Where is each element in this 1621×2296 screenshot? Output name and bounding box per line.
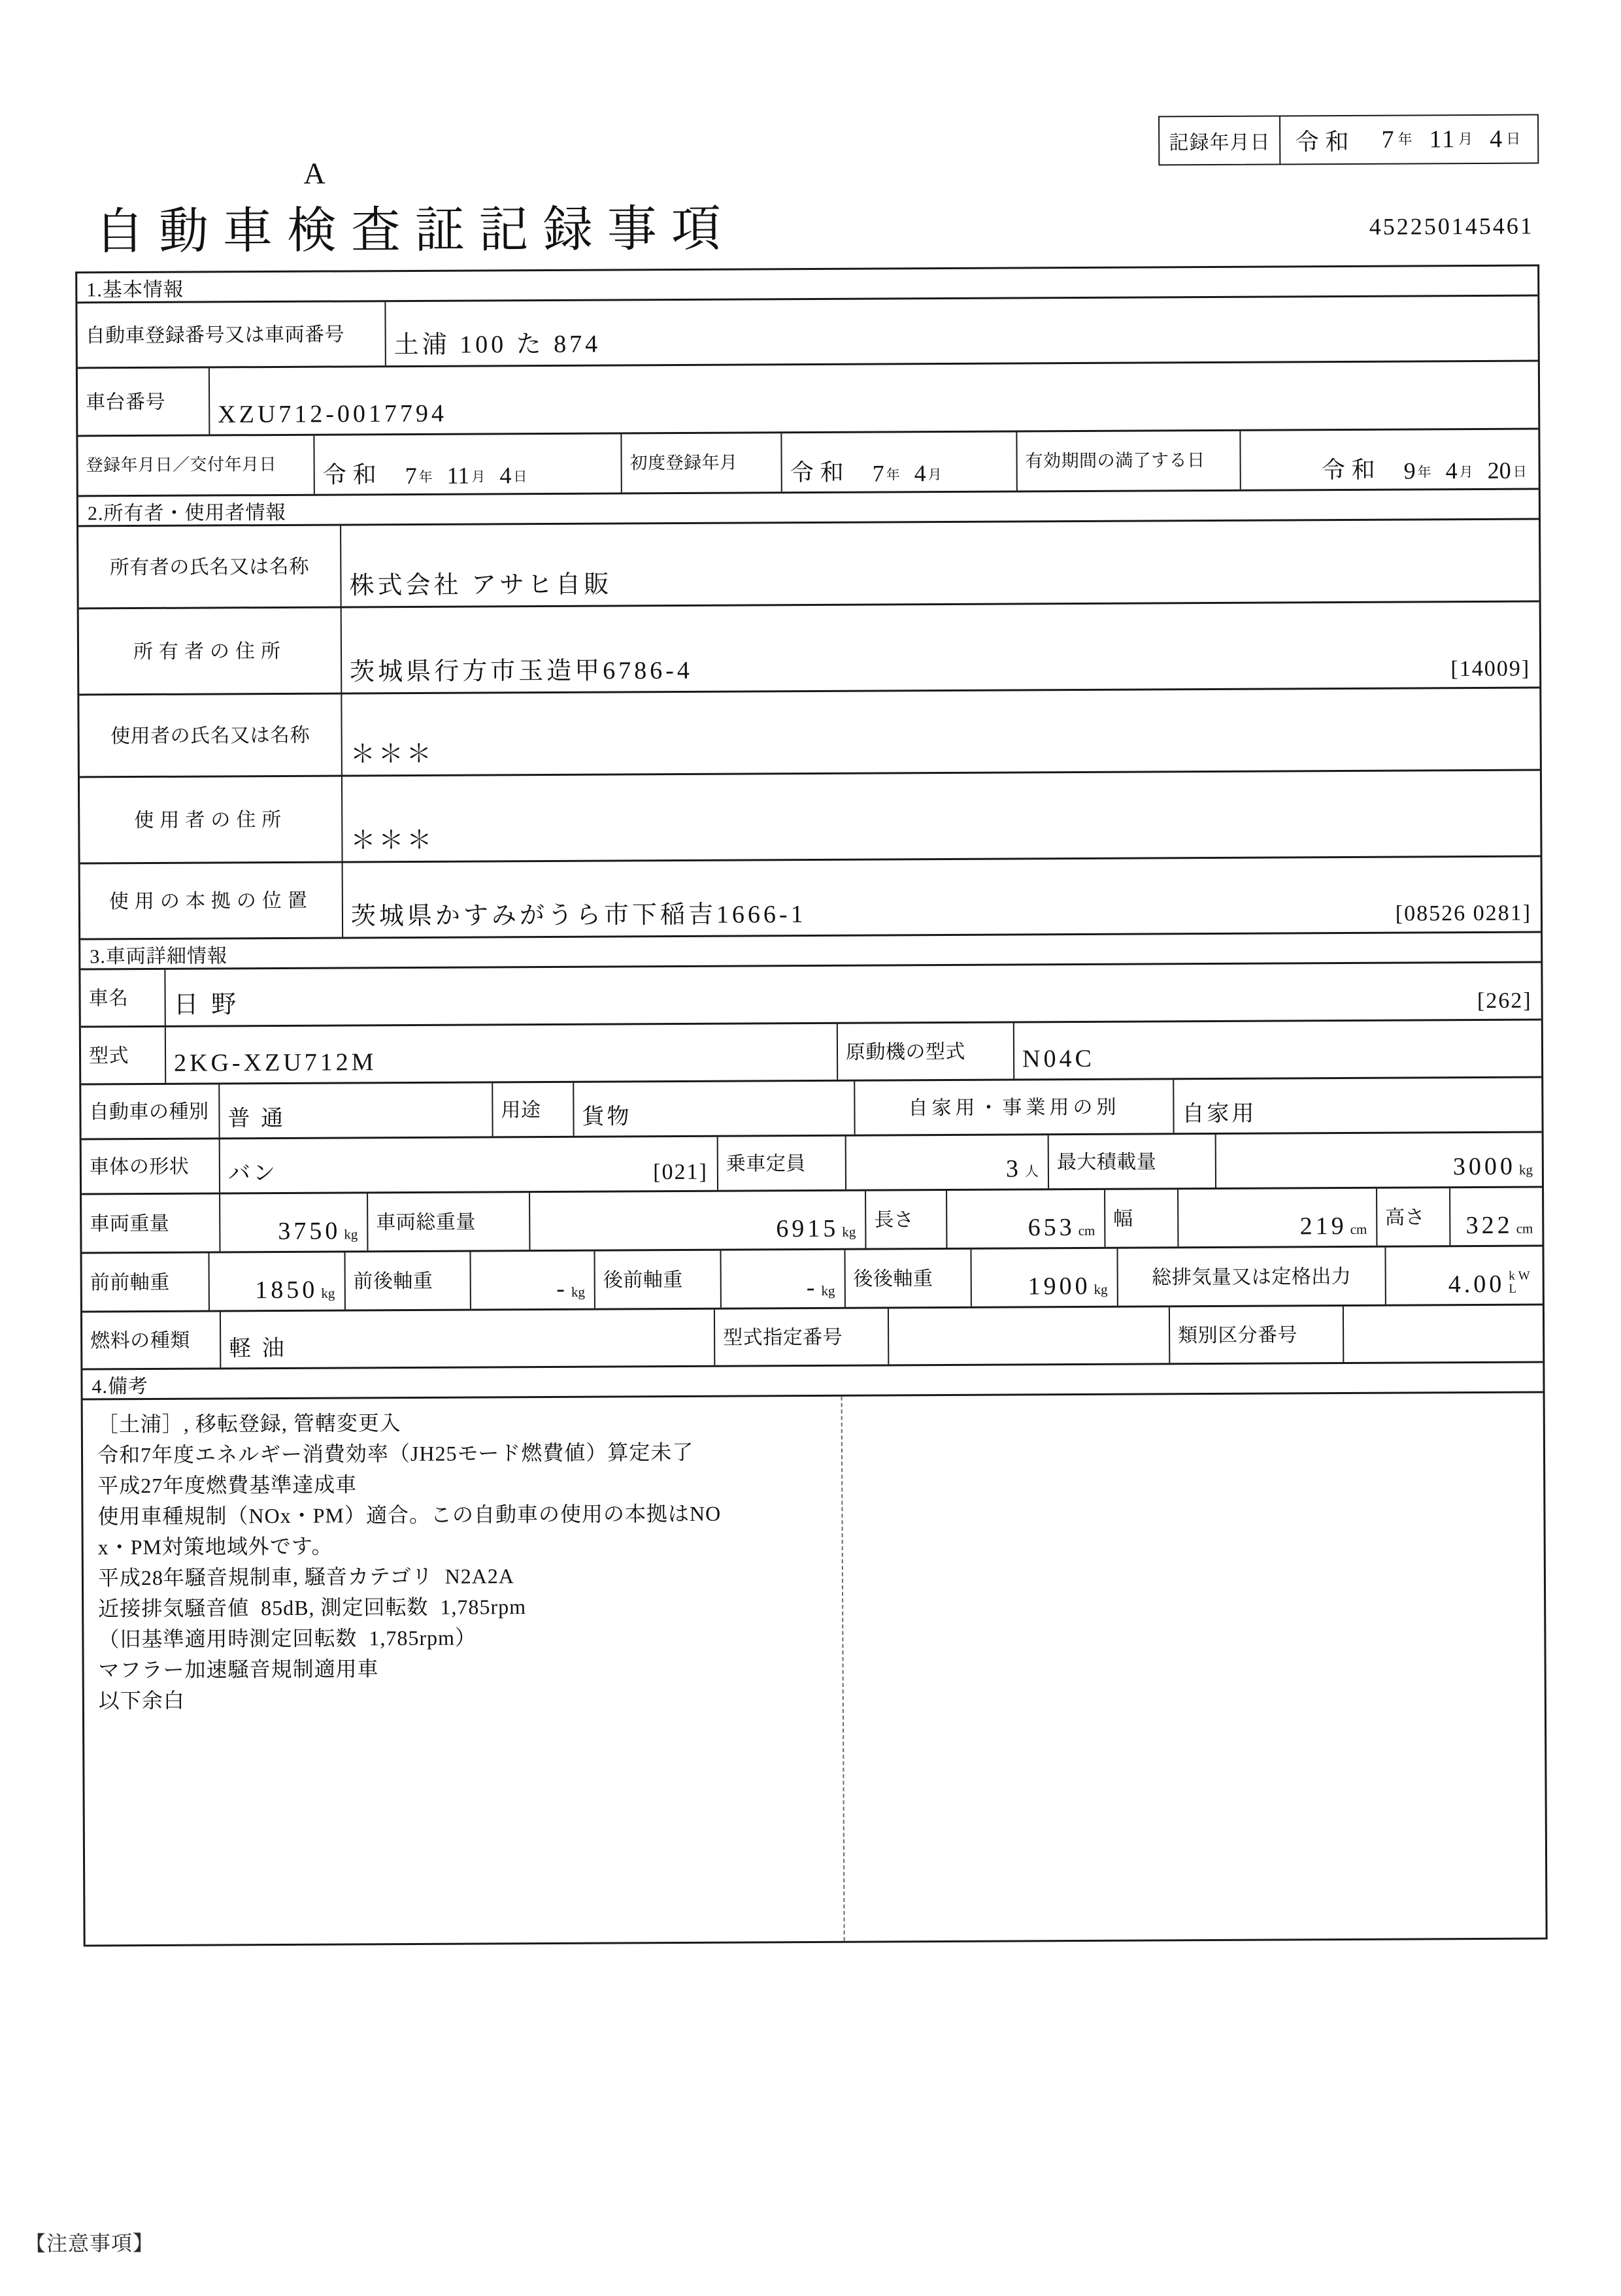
weight-row xyxy=(82,1188,1542,1254)
remarks-line: ［土浦］, 移転登録, 管轄変更入 xyxy=(97,1411,401,1437)
height-label: 高さ xyxy=(1376,1188,1449,1246)
chassis-row xyxy=(78,362,1538,437)
class-number-value xyxy=(1343,1306,1539,1362)
expiry-day-unit: 日 xyxy=(1512,463,1527,480)
chassis-value: XZU712-0017794 xyxy=(209,362,1538,435)
engine-value: N04C xyxy=(1013,1021,1541,1079)
owner-name-row xyxy=(78,520,1539,610)
fuel-value: 軽 油 xyxy=(220,1310,714,1368)
remarks-line: 近接排気騒音値 85dB, 測定回転数 1,785rpm xyxy=(98,1595,527,1621)
seats-value xyxy=(845,1135,1048,1190)
length-number: 653 xyxy=(1028,1214,1075,1242)
page-title: 自動車検査証記録事項 xyxy=(94,199,736,261)
user-address-row xyxy=(80,771,1541,865)
record-date-era: 令和 xyxy=(1295,128,1356,155)
base-location-label: 使用の本拠の位置 xyxy=(109,890,313,912)
axle-front-rear-label: 前後軸重 xyxy=(344,1252,470,1310)
displacement-unit-l: L xyxy=(1509,1282,1520,1296)
axle-rear-front-label: 後前軸重 xyxy=(594,1251,720,1308)
registration-date-label: 登録年月日／交付年月日 xyxy=(86,454,277,475)
height-unit: cm xyxy=(1516,1220,1533,1237)
axle-rear-rear-unit: kg xyxy=(1094,1281,1108,1297)
model-label: 型式 xyxy=(88,1044,129,1067)
remarks-line: マフラー加速騒音規制適用車 xyxy=(98,1657,379,1682)
remarks-line: 平成27年度燃費基準達成車 xyxy=(97,1472,358,1498)
model-row xyxy=(81,1021,1541,1086)
first-reg-month: 4 xyxy=(914,460,926,487)
reg-day: 4 xyxy=(499,462,512,489)
expiry-year-unit: 年 xyxy=(1417,464,1431,480)
owner-address-row xyxy=(79,603,1540,696)
maxload-unit: kg xyxy=(1518,1161,1533,1178)
gross-weight-number: 6915 xyxy=(776,1214,839,1243)
maxload-number: 3000 xyxy=(1452,1152,1516,1181)
brand-code: [262] xyxy=(1477,988,1532,1014)
displacement-unit xyxy=(1509,1270,1533,1299)
remarks-line: 令和7年度エネルギー消費効率（JH25モード燃費値）算定未了 xyxy=(97,1440,694,1467)
expiry-value xyxy=(1239,430,1538,490)
seats-label: 乗車定員 xyxy=(717,1137,845,1190)
record-date-box xyxy=(1158,114,1539,166)
base-location-code: [08526 0281] xyxy=(1395,901,1532,926)
type-designation-label: 型式指定番号 xyxy=(714,1308,888,1365)
weight-number: 3750 xyxy=(278,1217,341,1245)
expiry-day: 20 xyxy=(1487,457,1511,484)
width-label: 幅 xyxy=(1104,1190,1177,1247)
height-value xyxy=(1449,1188,1542,1246)
record-date-value xyxy=(1280,116,1537,164)
axle-row xyxy=(82,1247,1543,1313)
length-label: 長さ xyxy=(865,1191,946,1248)
page-marker: A xyxy=(303,156,326,190)
brand-row xyxy=(80,963,1541,1028)
kind-row xyxy=(81,1078,1541,1140)
private-business-label: 自家用・事業用の別 xyxy=(854,1080,1173,1134)
fuel-label: 燃料の種類 xyxy=(90,1329,190,1352)
length-value xyxy=(946,1190,1104,1248)
axle-rear-rear-label: 後後軸重 xyxy=(844,1250,970,1307)
weight-label: 車両重量 xyxy=(90,1212,170,1235)
plate-row xyxy=(77,297,1537,369)
base-location-value xyxy=(342,857,1541,937)
use-value: 貨物 xyxy=(573,1082,854,1136)
gross-weight-unit: kg xyxy=(842,1223,856,1240)
displacement-number: 4.00 xyxy=(1448,1270,1505,1299)
axle-rear-front-unit: kg xyxy=(821,1282,835,1299)
kind-label: 自動車の種別 xyxy=(89,1101,209,1123)
weight-unit: kg xyxy=(344,1226,358,1242)
section4-heading: 4.備考 xyxy=(92,1375,149,1397)
remarks-line: 以下余白 xyxy=(98,1688,185,1713)
axle-rear-front-number: - xyxy=(806,1273,818,1302)
type-designation-value xyxy=(888,1307,1169,1364)
first-reg-era: 令和 xyxy=(790,459,850,486)
axle-front-front-unit: kg xyxy=(321,1285,335,1301)
reg-month: 11 xyxy=(446,462,470,489)
registration-date-value xyxy=(313,434,620,493)
body-row xyxy=(82,1133,1542,1195)
first-registration-label: 初度登録年月 xyxy=(620,433,780,492)
use-label: 用途 xyxy=(492,1083,573,1137)
axle-rear-front-value xyxy=(720,1250,844,1308)
class-number-label: 類別区分番号 xyxy=(1169,1306,1343,1363)
section1-heading: 1.基本情報 xyxy=(86,278,184,301)
user-address-label: 使用者の住所 xyxy=(134,808,288,831)
owner-address-code: [14009] xyxy=(1450,656,1531,682)
reg-day-unit: 日 xyxy=(513,469,527,485)
record-date-year: 7 xyxy=(1381,125,1395,154)
record-date-day: 4 xyxy=(1490,125,1504,153)
seats-number: 3 xyxy=(1005,1155,1022,1183)
private-business-value: 自家用 xyxy=(1173,1078,1541,1133)
expiry-month: 4 xyxy=(1445,458,1458,484)
body-shape-value xyxy=(219,1137,717,1193)
brand-text: 日 野 xyxy=(173,991,240,1019)
expiry-year: 9 xyxy=(1403,458,1416,484)
first-reg-month-unit: 月 xyxy=(927,467,942,483)
certificate-table xyxy=(75,265,1547,1947)
record-date-label: 記録年月日 xyxy=(1160,116,1280,164)
reg-month-unit: 月 xyxy=(471,469,486,485)
fuel-row xyxy=(82,1306,1543,1371)
reg-year-unit: 年 xyxy=(418,469,433,485)
reg-era: 令和 xyxy=(322,461,383,488)
record-date-month-unit: 月 xyxy=(1458,130,1473,147)
owner-name-label: 所有者の氏名又は名称 xyxy=(109,556,309,578)
expiry-month-unit: 月 xyxy=(1459,464,1473,480)
model-value: 2KG-XZU712M xyxy=(165,1024,837,1083)
plate-label: 自動車登録番号又は車両番号 xyxy=(85,323,345,346)
height-number: 322 xyxy=(1465,1211,1513,1240)
plate-value: 土浦 100 た 874 xyxy=(384,297,1537,366)
remarks-line: 使用車種規制（NOx・PM）適合。この自動車の使用の本拠はNO xyxy=(97,1501,722,1529)
reg-year: 7 xyxy=(405,462,417,490)
section2-heading: 2.所有者・使用者情報 xyxy=(87,501,286,524)
brand-label: 車名 xyxy=(88,987,129,1009)
expiry-era: 令和 xyxy=(1321,456,1382,484)
owner-address-label: 所有者の住所 xyxy=(133,640,287,663)
maxload-label: 最大積載量 xyxy=(1048,1135,1215,1188)
axle-front-rear-value xyxy=(470,1252,594,1309)
maxload-value xyxy=(1215,1133,1542,1188)
body-shape-code: [021] xyxy=(653,1159,708,1185)
chassis-label: 車台番号 xyxy=(86,391,166,413)
weight-value xyxy=(219,1193,367,1251)
length-unit: cm xyxy=(1078,1222,1095,1239)
axle-rear-rear-number: 1900 xyxy=(1028,1272,1091,1301)
certificate-sheet xyxy=(75,114,1539,1713)
registration-dates-row xyxy=(78,430,1538,497)
axle-front-rear-number: - xyxy=(556,1274,569,1303)
remarks-line: x・PM対策地域外です。 xyxy=(97,1534,333,1559)
user-name-value: ＊＊＊ xyxy=(341,689,1540,775)
record-date-month: 11 xyxy=(1429,125,1456,154)
axle-front-front-number: 1850 xyxy=(255,1276,318,1305)
body-shape-label: 車体の形状 xyxy=(89,1156,190,1178)
remarks-body xyxy=(83,1393,1546,1947)
first-registration-value xyxy=(780,432,1016,491)
width-unit: cm xyxy=(1350,1221,1367,1237)
user-address-value: ＊＊＊ xyxy=(341,771,1541,861)
displacement-value xyxy=(1385,1247,1543,1305)
gross-weight-label: 車両総重量 xyxy=(367,1193,529,1250)
user-name-row xyxy=(79,689,1540,778)
owner-address-value xyxy=(341,603,1540,693)
section3-heading: 3.車両詳細情報 xyxy=(90,944,227,967)
gross-weight-value xyxy=(529,1191,865,1250)
engine-label: 原動機の型式 xyxy=(837,1023,1013,1079)
body-shape-text: バン xyxy=(227,1161,278,1186)
brand-value xyxy=(164,963,1541,1025)
displacement-unit-kw: kW xyxy=(1509,1269,1533,1283)
axle-rear-rear-value xyxy=(970,1249,1117,1306)
axle-front-front-label: 前前軸重 xyxy=(90,1271,170,1293)
axle-front-rear-unit: kg xyxy=(571,1284,585,1300)
user-name-label: 使用者の氏名又は名称 xyxy=(110,724,310,747)
record-date-day-unit: 日 xyxy=(1506,130,1521,147)
seats-unit: 人 xyxy=(1024,1163,1039,1180)
owner-name-value: 株式会社 アサヒ自販 xyxy=(340,520,1539,607)
base-location-text: 茨城県かすみがうら市下稲吉1666-1 xyxy=(350,901,807,931)
first-reg-year-unit: 年 xyxy=(886,467,900,483)
footer-note: 【注意事項】 xyxy=(24,2231,155,2255)
kind-value: 普 通 xyxy=(218,1083,492,1137)
displacement-label: 総排気量又は定格出力 xyxy=(1116,1248,1385,1306)
expiry-label: 有効期間の満了する日 xyxy=(1016,431,1239,491)
axle-front-front-value xyxy=(208,1252,344,1310)
remarks-line: （旧基準適用時測定回転数 1,785rpm） xyxy=(98,1625,477,1652)
document-number: 452250145461 xyxy=(1369,212,1534,240)
width-number: 219 xyxy=(1299,1212,1347,1240)
width-value xyxy=(1177,1189,1376,1246)
remarks-line: 平成28年騒音規制車, 騒音カテゴリ N2A2A xyxy=(97,1564,515,1590)
record-date-year-unit: 年 xyxy=(1397,130,1412,148)
base-location-row xyxy=(80,857,1541,940)
owner-address-text: 茨城県行方市玉造甲6786-4 xyxy=(350,656,693,686)
first-reg-year: 7 xyxy=(872,460,884,487)
